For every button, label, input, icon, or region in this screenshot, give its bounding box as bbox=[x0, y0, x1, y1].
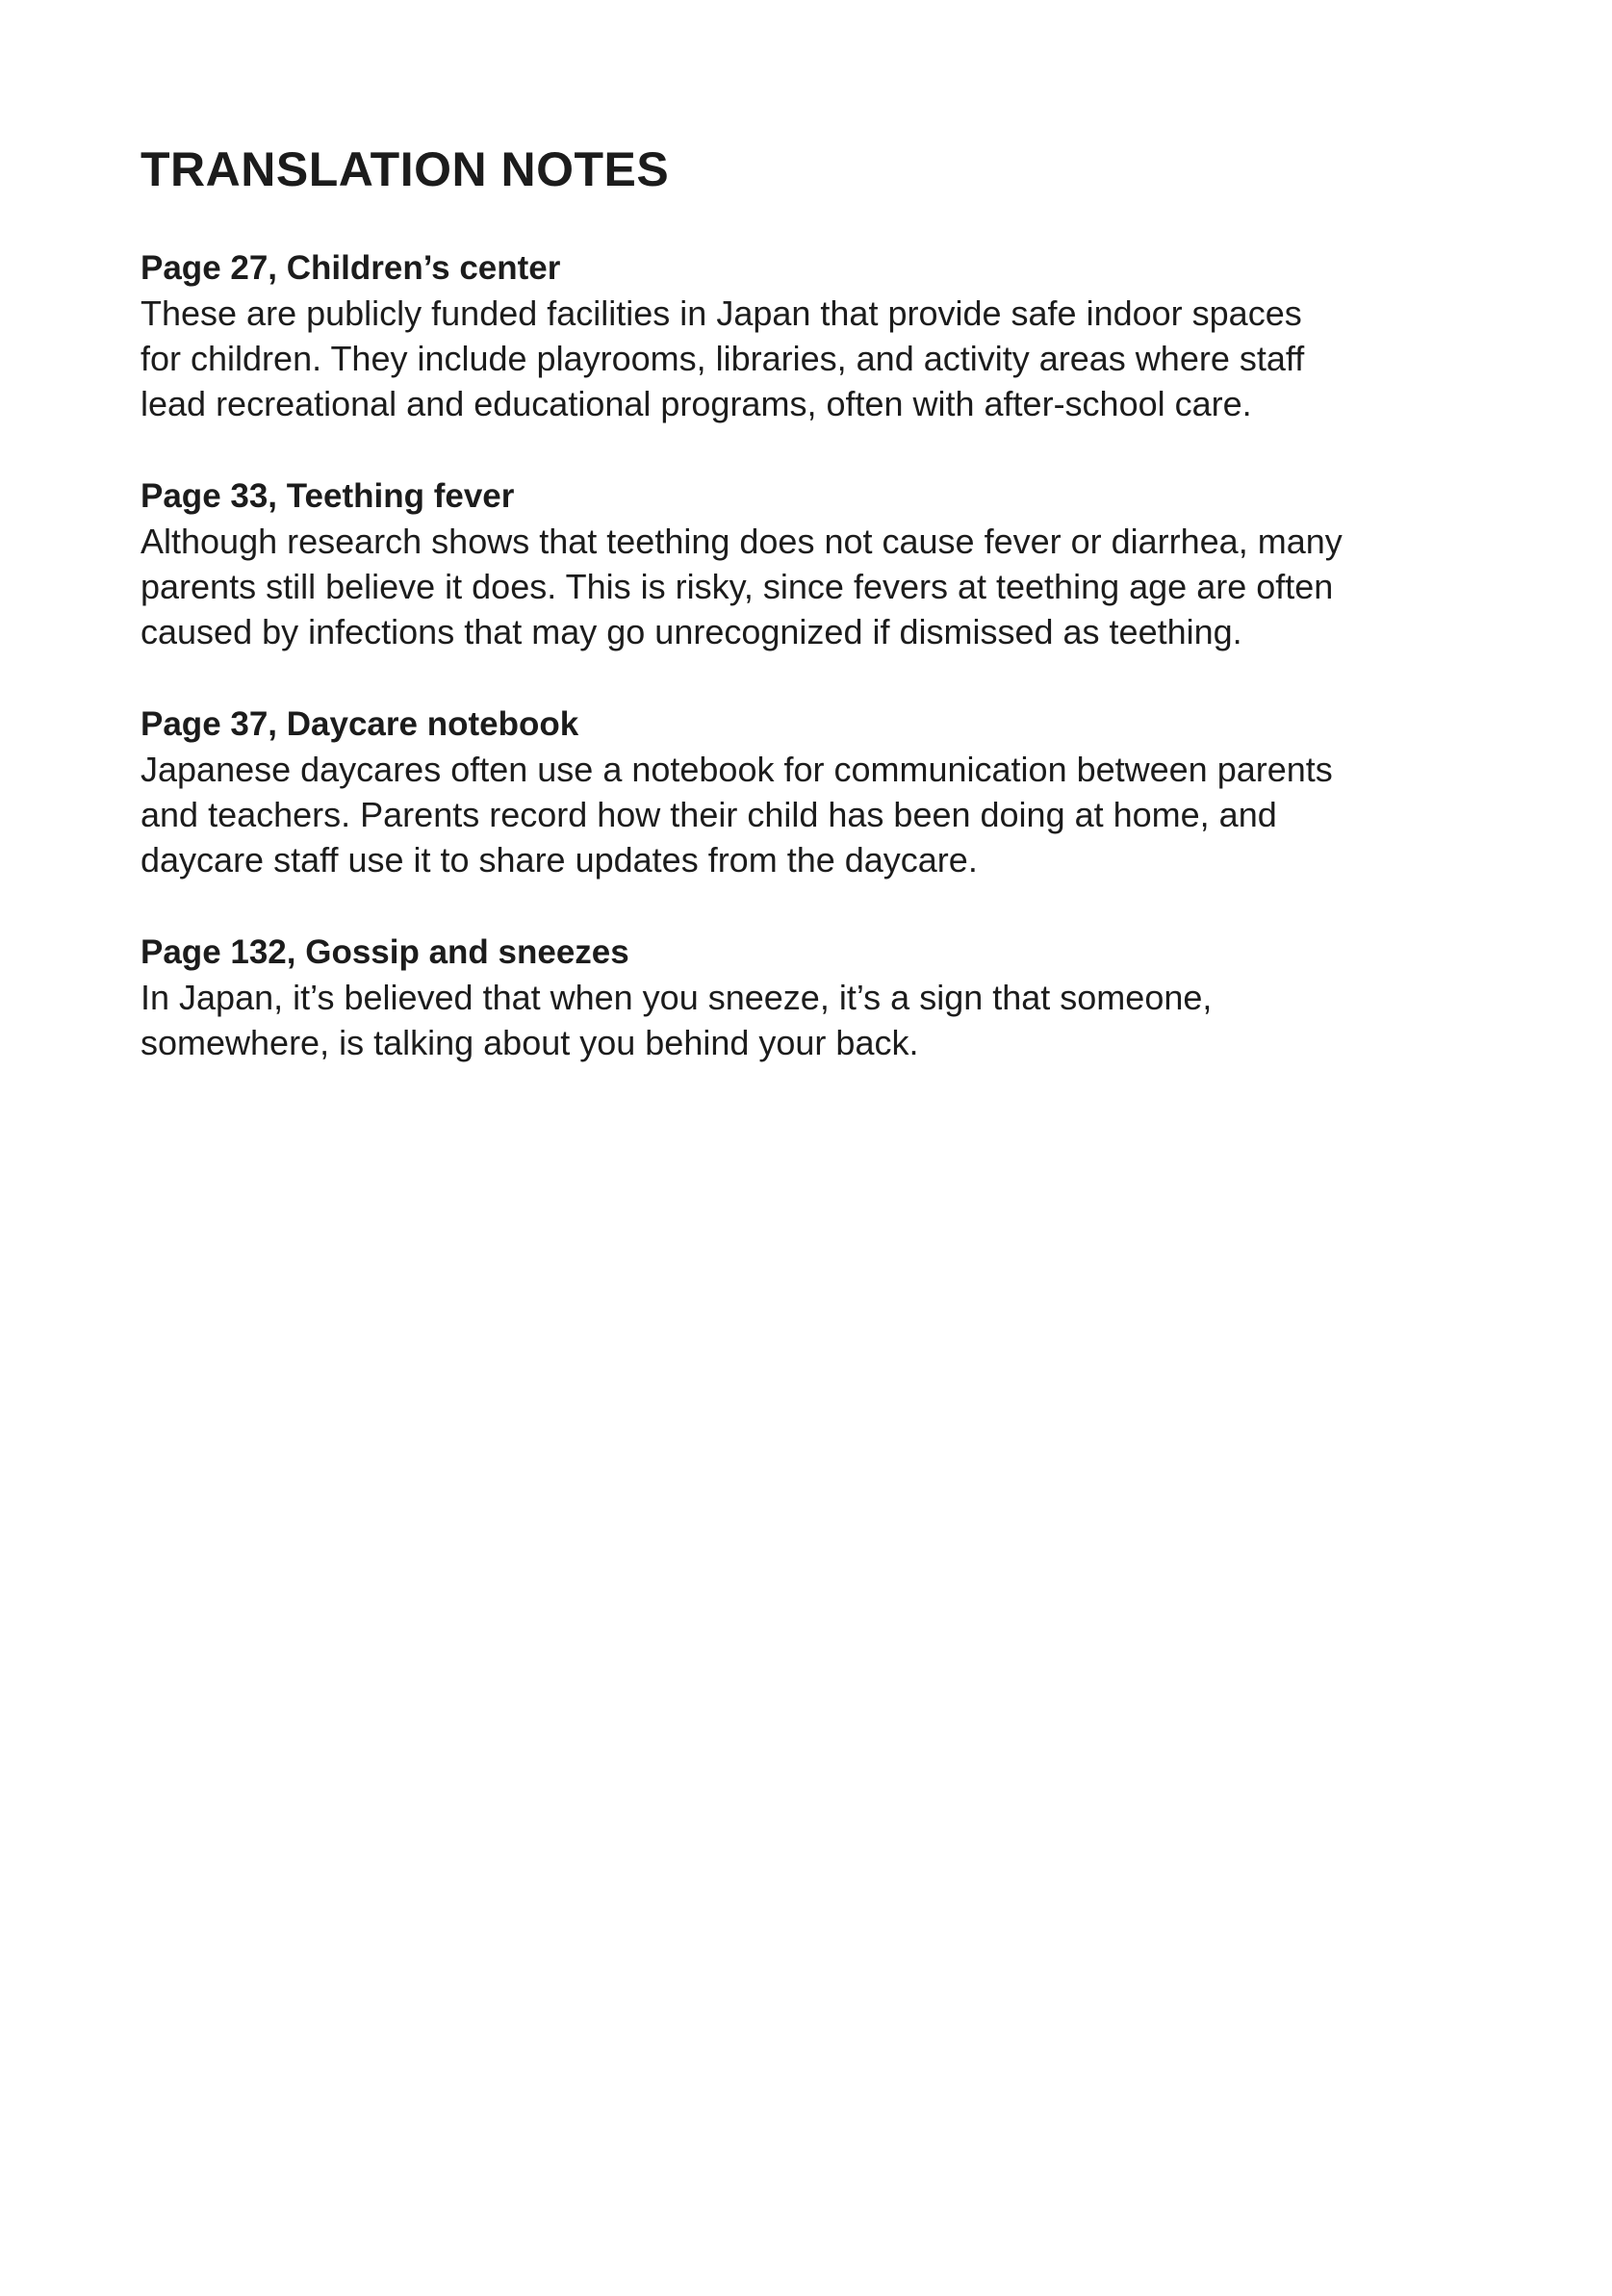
note-body bbox=[141, 519, 1488, 654]
note-body bbox=[141, 975, 1488, 1065]
note-line: Japanese daycares often use a notebook for communication between parents bbox=[141, 750, 1333, 789]
note-line: daycare staff use it to share updates from the daycare. bbox=[141, 840, 978, 880]
notes-list bbox=[141, 246, 1488, 1065]
note-line: In Japan, it’s believed that when you sneeze, it’s a sign that someone, bbox=[141, 978, 1213, 1017]
note-line: somewhere, is talking about you behind your back. bbox=[141, 1023, 919, 1062]
note-line: Although research shows that teething does not cause fever or diarrhea, many bbox=[141, 522, 1343, 561]
page-title: TRANSLATION NOTES bbox=[141, 142, 670, 196]
translation-notes-page bbox=[141, 140, 1488, 1113]
note-teething-fever bbox=[141, 474, 1488, 654]
note-childrens-center bbox=[141, 246, 1488, 426]
note-line: caused by infections that may go unrecognized if dismissed as teething. bbox=[141, 612, 1242, 651]
note-heading: Page 27, Children’s center bbox=[141, 249, 561, 287]
note-daycare-notebook bbox=[141, 702, 1488, 882]
note-heading: Page 37, Daycare notebook bbox=[141, 705, 579, 743]
note-line: parents still believe it does. This is risky, since fevers at teething age are often bbox=[141, 567, 1334, 606]
note-heading: Page 33, Teething fever bbox=[141, 477, 515, 515]
note-gossip-and-sneezes bbox=[141, 931, 1488, 1065]
note-line: and teachers. Parents record how their child has been doing at home, and bbox=[141, 795, 1277, 834]
note-body bbox=[141, 747, 1488, 882]
note-line: lead recreational and educational programs, often with after-school care. bbox=[141, 384, 1252, 423]
note-body bbox=[141, 291, 1488, 426]
note-heading: Page 132, Gossip and sneezes bbox=[141, 933, 629, 971]
note-line: for children. They include playrooms, libraries, and activity areas where staff bbox=[141, 339, 1305, 378]
note-line: These are publicly funded facilities in Japan that provide safe indoor spaces bbox=[141, 293, 1302, 333]
